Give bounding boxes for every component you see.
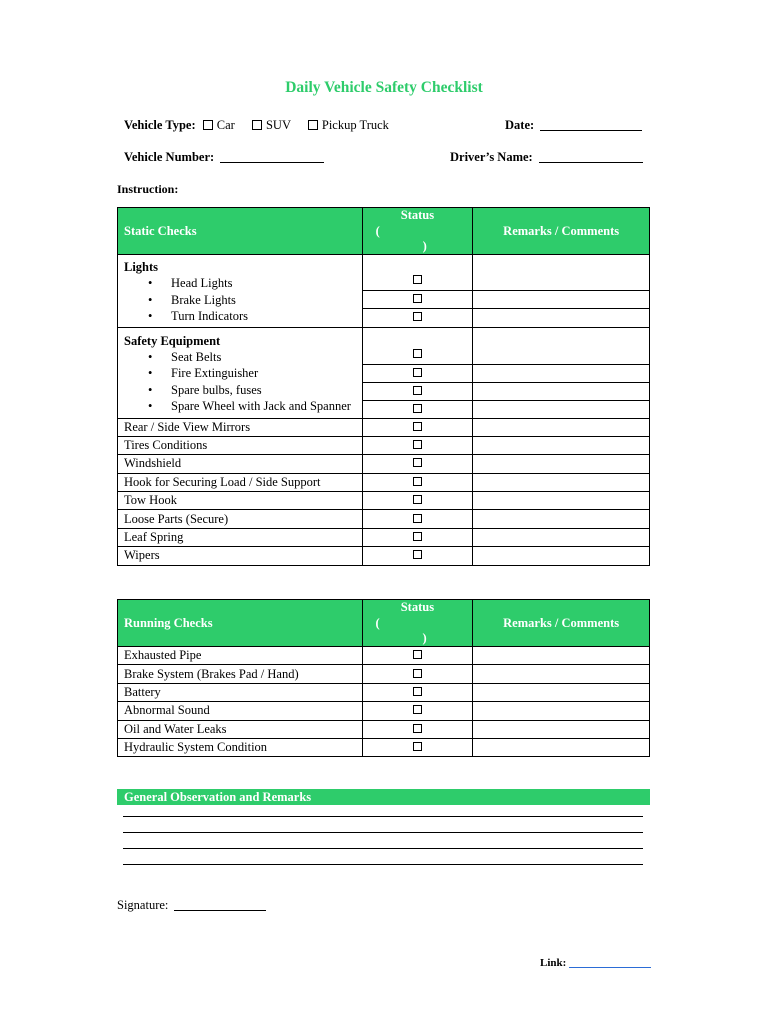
checkbox-icon[interactable] <box>413 312 422 321</box>
link-label: Link: <box>540 957 567 969</box>
signature-field[interactable] <box>174 900 266 911</box>
remarks-cell[interactable] <box>473 528 650 546</box>
remarks-header: Remarks / Comments <box>473 600 650 647</box>
vehicle-number-label: Vehicle Number: <box>124 150 215 164</box>
checkbox-icon[interactable] <box>413 532 422 541</box>
table-row: Hydraulic System Condition <box>118 738 650 756</box>
static-checks-table <box>117 207 650 566</box>
list-item: • Seat Belts <box>124 349 356 366</box>
remarks-cell[interactable] <box>473 702 650 720</box>
link-row <box>540 957 651 969</box>
remarks-cell[interactable] <box>473 683 650 701</box>
table-header <box>118 600 650 647</box>
remarks-cell[interactable] <box>473 510 650 528</box>
group-title: Lights <box>124 260 159 274</box>
checkbox-icon[interactable] <box>252 120 262 130</box>
remarks-cell[interactable] <box>473 255 650 291</box>
remarks-header: Remarks / Comments <box>473 208 650 255</box>
vehicle-type-suv[interactable]: SUV <box>252 118 291 132</box>
running-checks-table <box>117 599 650 757</box>
checkbox-icon[interactable] <box>413 650 422 659</box>
checkbox-icon[interactable] <box>203 120 213 130</box>
lights-group <box>118 255 363 328</box>
checkbox-icon[interactable] <box>413 386 422 395</box>
driver-name-label: Driver’s Name: <box>450 150 533 164</box>
checkbox-icon[interactable] <box>413 550 422 559</box>
signature-row <box>117 898 266 913</box>
checkbox-icon[interactable] <box>413 275 422 284</box>
vehicle-type-label: Vehicle Type: <box>124 118 196 132</box>
driver-name-field[interactable] <box>539 152 643 163</box>
table-row: Tires Conditions <box>118 436 650 454</box>
remarks-cell[interactable] <box>473 418 650 436</box>
remarks-cell[interactable] <box>473 738 650 756</box>
table-row: Oil and Water Leaks <box>118 720 650 738</box>
table-row: Brake System (Brakes Pad / Hand) <box>118 665 650 683</box>
date-field[interactable] <box>540 120 642 131</box>
safety-equipment-group <box>118 327 363 418</box>
checkbox-icon[interactable] <box>413 458 422 467</box>
observation-line[interactable] <box>123 837 643 849</box>
remarks-cell[interactable] <box>473 309 650 327</box>
instruction-label: Instruction: <box>117 182 179 196</box>
vehicle-number-field[interactable] <box>220 152 324 163</box>
checkbox-icon[interactable] <box>413 440 422 449</box>
list-item: • Turn Indicators <box>124 308 356 325</box>
signature-label: Signature: <box>117 898 169 912</box>
remarks-cell[interactable] <box>473 720 650 738</box>
list-item: • Spare Wheel with Jack and Spanner <box>124 398 356 415</box>
driver-name-row <box>450 150 643 165</box>
remarks-cell[interactable] <box>473 647 650 665</box>
checkbox-icon[interactable] <box>413 404 422 413</box>
checkbox-icon[interactable] <box>413 349 422 358</box>
table-row: Loose Parts (Secure) <box>118 510 650 528</box>
table-row: Windshield <box>118 455 650 473</box>
remarks-cell[interactable] <box>473 327 650 364</box>
list-item: • Fire Extinguisher <box>124 365 356 382</box>
observation-header: General Observation and Remarks <box>117 789 650 805</box>
static-checks-header: Static Checks <box>118 208 363 255</box>
checkbox-icon[interactable] <box>413 294 422 303</box>
group-title: Safety Equipment <box>124 333 221 348</box>
checkbox-icon[interactable] <box>413 495 422 504</box>
vehicle-number-row <box>124 150 324 165</box>
observation-line[interactable] <box>123 821 643 833</box>
date-label: Date: <box>505 118 535 132</box>
observation-line[interactable] <box>123 805 643 817</box>
table-row: Wipers <box>118 547 650 565</box>
table-row: Battery <box>118 683 650 701</box>
list-item: • Head Lights <box>124 275 356 292</box>
table-header <box>118 208 650 255</box>
checkbox-icon[interactable] <box>413 514 422 523</box>
checkbox-icon[interactable] <box>413 687 422 696</box>
checkbox-icon[interactable] <box>413 724 422 733</box>
list-item: • Brake Lights <box>124 292 356 309</box>
table-row: Leaf Spring <box>118 528 650 546</box>
remarks-cell[interactable] <box>473 382 650 400</box>
checkbox-icon[interactable] <box>413 742 422 751</box>
checkbox-icon[interactable] <box>413 422 422 431</box>
remarks-cell[interactable] <box>473 455 650 473</box>
observation-line[interactable] <box>123 853 643 865</box>
checkbox-icon[interactable] <box>308 120 318 130</box>
document-title: Daily Vehicle Safety Checklist <box>285 79 483 96</box>
checkbox-icon[interactable] <box>413 705 422 714</box>
checkbox-icon[interactable] <box>413 669 422 678</box>
remarks-cell[interactable] <box>473 364 650 382</box>
remarks-cell[interactable] <box>473 400 650 418</box>
vehicle-type-car[interactable]: Car <box>203 118 235 132</box>
table-row: Abnormal Sound <box>118 702 650 720</box>
checkbox-icon[interactable] <box>413 368 422 377</box>
table-row: Exhausted Pipe <box>118 647 650 665</box>
remarks-cell[interactable] <box>473 473 650 491</box>
status-header: Status ( ) <box>362 600 473 647</box>
checkbox-icon[interactable] <box>413 477 422 486</box>
remarks-cell[interactable] <box>473 291 650 309</box>
table-row: Hook for Securing Load / Side Support <box>118 473 650 491</box>
vehicle-type-pickup[interactable]: Pickup Truck <box>308 118 389 132</box>
remarks-cell[interactable] <box>473 547 650 565</box>
status-header: Status ( ) <box>362 208 473 255</box>
link-field[interactable] <box>569 957 651 968</box>
remarks-cell[interactable] <box>473 665 650 683</box>
table-row: Rear / Side View Mirrors <box>118 418 650 436</box>
list-item: • Spare bulbs, fuses <box>124 382 356 399</box>
vehicle-type-row <box>124 118 389 133</box>
running-checks-header: Running Checks <box>118 600 363 647</box>
table-row: Tow Hook <box>118 492 650 510</box>
remarks-cell[interactable] <box>473 436 650 454</box>
remarks-cell[interactable] <box>473 492 650 510</box>
date-row <box>505 118 642 133</box>
